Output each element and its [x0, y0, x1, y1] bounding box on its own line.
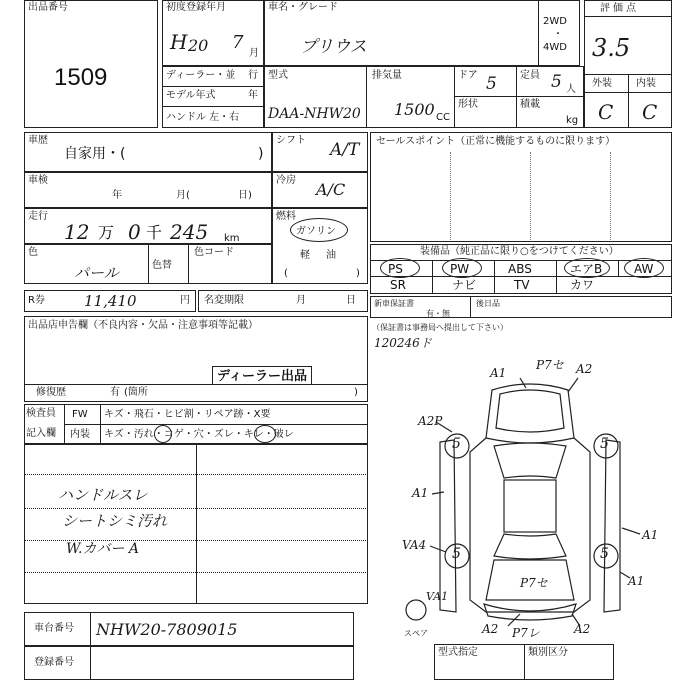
diag-va1: VA1	[426, 590, 449, 603]
fuel-gas: ガソリン	[296, 226, 336, 237]
equip-aw: AW	[634, 262, 654, 276]
disp-unit: CC	[436, 112, 450, 123]
recycle-unit: 円	[180, 295, 190, 306]
repair-close: )	[354, 387, 358, 398]
warranty-value: 有・無	[426, 309, 450, 318]
repair-count: (箇所	[124, 387, 148, 398]
inspect-year: 年	[112, 190, 122, 201]
model-year-unit: 年	[248, 90, 258, 101]
diag-a2-bottom-right: A2	[574, 622, 591, 636]
capacity-label: 定員	[520, 70, 540, 81]
mileage-unit: km	[224, 233, 240, 244]
interior-label: 内装	[70, 429, 90, 440]
disp-value: 1500	[394, 100, 435, 119]
regno-label: 登録番号	[34, 657, 74, 668]
diag-a1-top: A1	[490, 366, 507, 380]
name-change-label: 名変期限	[204, 295, 244, 306]
equip-leather: カワ	[570, 278, 595, 292]
dealer-label: ディーラー・並	[166, 70, 236, 81]
drive-4wd: 4WD	[543, 42, 567, 53]
fuel-light: 軽	[300, 250, 310, 261]
diag-tyre-rl: 5	[452, 546, 461, 562]
name-change-month: 月	[296, 295, 306, 306]
chassis-value: NHW20-7809015	[96, 620, 238, 639]
diag-p7se-bottom: P7セ	[520, 576, 548, 590]
equip-sr: SR	[390, 278, 406, 292]
diag-a2-top: A2	[576, 362, 593, 376]
inspect-label: 車検	[28, 175, 48, 186]
report-label: 出品店申告欄（不良内容・欠品・注意事項等記載）	[28, 320, 258, 331]
disp-label: 排気量	[372, 70, 402, 81]
capacity-unit: 人	[566, 84, 576, 95]
int-label: 内装	[636, 78, 656, 89]
shift-label: シフト	[276, 135, 306, 146]
equip-label: 装備品（純正品に限り○をつけてください）	[420, 246, 619, 257]
class-label: 類別区分	[528, 647, 568, 658]
ac-label: 冷房	[276, 175, 296, 186]
inspector-label1: 検査員	[26, 408, 56, 419]
diag-tyre-rr: 5	[600, 546, 609, 562]
request-note: 120246ド	[374, 336, 432, 350]
drive-dot: ・	[553, 29, 563, 40]
later-label: 後日品	[476, 299, 500, 308]
diag-spare: スペア	[404, 629, 428, 638]
mileage-man-unit: 万	[98, 223, 115, 242]
equip-pw: PW	[450, 262, 470, 276]
ac-value: A/C	[316, 180, 346, 199]
handle-label: ハンドル 左・右	[166, 112, 240, 123]
stamp: ディーラー出品	[212, 366, 312, 388]
reg-year-label: 初度登録年月	[166, 2, 226, 13]
ext-value: C	[598, 100, 614, 124]
ext-label: 外装	[592, 78, 612, 89]
note-2: シートシミ汚れ	[62, 512, 168, 530]
name-value: プリウス	[300, 37, 367, 57]
score-value: 3.5	[592, 34, 631, 62]
fuel-oil: 油	[326, 250, 336, 261]
fuel-open: (	[284, 268, 288, 279]
reg-month: 7	[232, 32, 244, 53]
diag-a1-right: A1	[642, 528, 659, 542]
dealer-suffix: 行	[248, 70, 258, 81]
door-value: 5	[486, 74, 497, 94]
color-value: パール	[74, 264, 119, 282]
history-close: )	[258, 146, 264, 162]
int-value: C	[642, 100, 658, 124]
drive-2wd: 2WD	[543, 16, 567, 27]
diag-tyre-fl: 5	[452, 436, 461, 452]
equip-ps: PS	[388, 262, 403, 276]
inspect-month: 月(	[176, 190, 190, 201]
color-code-label: 色コード	[194, 247, 234, 258]
shape-label: 形状	[458, 99, 478, 110]
reg-year: 20	[188, 36, 209, 55]
diag-a2-bottom: A2	[482, 622, 499, 636]
lot-label: 出品番号	[28, 2, 68, 13]
sales-label: セールスポイント（正常に機能するものに限ります）	[376, 136, 616, 147]
reg-era: H	[170, 30, 188, 54]
fuel-close: )	[356, 268, 360, 279]
recycle-label: R券	[28, 295, 45, 306]
mileage-label: 走行	[28, 211, 48, 222]
mileage-man: 12	[64, 220, 90, 244]
type-label: 型式	[268, 70, 288, 81]
capacity-value: 5	[551, 72, 562, 92]
model-year-label: モデル年式	[166, 90, 216, 101]
chassis-label: 車台番号	[34, 623, 74, 634]
inspect-day: 日)	[238, 190, 252, 201]
name-label: 車名・グレード	[268, 2, 338, 13]
repair-value: 有	[110, 387, 120, 398]
equip-airbag: エアB	[570, 262, 603, 276]
interior-items: キズ・汚れ・コゲ・穴・ズレ・キレ・破レ	[104, 429, 294, 440]
door-label: ドア	[458, 70, 478, 81]
equip-navi: ナビ	[452, 278, 477, 292]
mileage-sen: 0	[128, 220, 141, 244]
fw-label: FW	[72, 409, 88, 420]
mileage-sen-unit: 千	[146, 223, 163, 242]
score-label: 評価点	[600, 3, 639, 14]
load-unit: kg	[566, 115, 579, 126]
fuel-label: 燃料	[276, 211, 296, 222]
diag-a1-right2: A1	[628, 574, 645, 588]
history-label: 車歴	[28, 135, 48, 146]
load-label: 積載	[520, 99, 540, 110]
diag-p7se-top: P7セ	[536, 358, 564, 372]
warranty-label: 新車保証書	[374, 299, 414, 308]
type-value: DAA-NHW20	[268, 106, 361, 122]
name-change-day: 日	[346, 295, 356, 306]
note-3: W.カバー A	[66, 541, 139, 557]
model-spec-label: 型式指定	[438, 647, 478, 658]
repair-label: 修復歴	[36, 387, 66, 398]
equip-tv: TV	[514, 278, 530, 292]
mileage-rest: 245	[170, 220, 209, 244]
fw-items: キズ・飛石・ヒビ割・リペア跡・X要	[104, 409, 271, 420]
equip-abs: ABS	[508, 262, 532, 276]
recycle-value: 11,410	[84, 292, 137, 310]
diag-a2p: A2P	[418, 414, 443, 428]
shift-value: A/T	[330, 140, 360, 160]
reg-month-unit: 月	[249, 48, 259, 59]
repaint-label: 色替	[152, 260, 172, 271]
diag-tyre-fr: 5	[600, 436, 609, 452]
request-label: （保証書は事務局へ提出して下さい）	[372, 323, 508, 332]
diag-p7re: P7レ	[512, 626, 540, 640]
color-label: 色	[28, 247, 38, 258]
history-value: 自家用・(	[64, 146, 126, 162]
note-1: ハンドルスレ	[58, 486, 148, 504]
diag-va4: VA4	[402, 538, 427, 552]
inspector-label2: 記入欄	[26, 428, 56, 439]
diag-a1-left: A1	[412, 486, 429, 500]
lot-number: 1509	[54, 64, 108, 91]
